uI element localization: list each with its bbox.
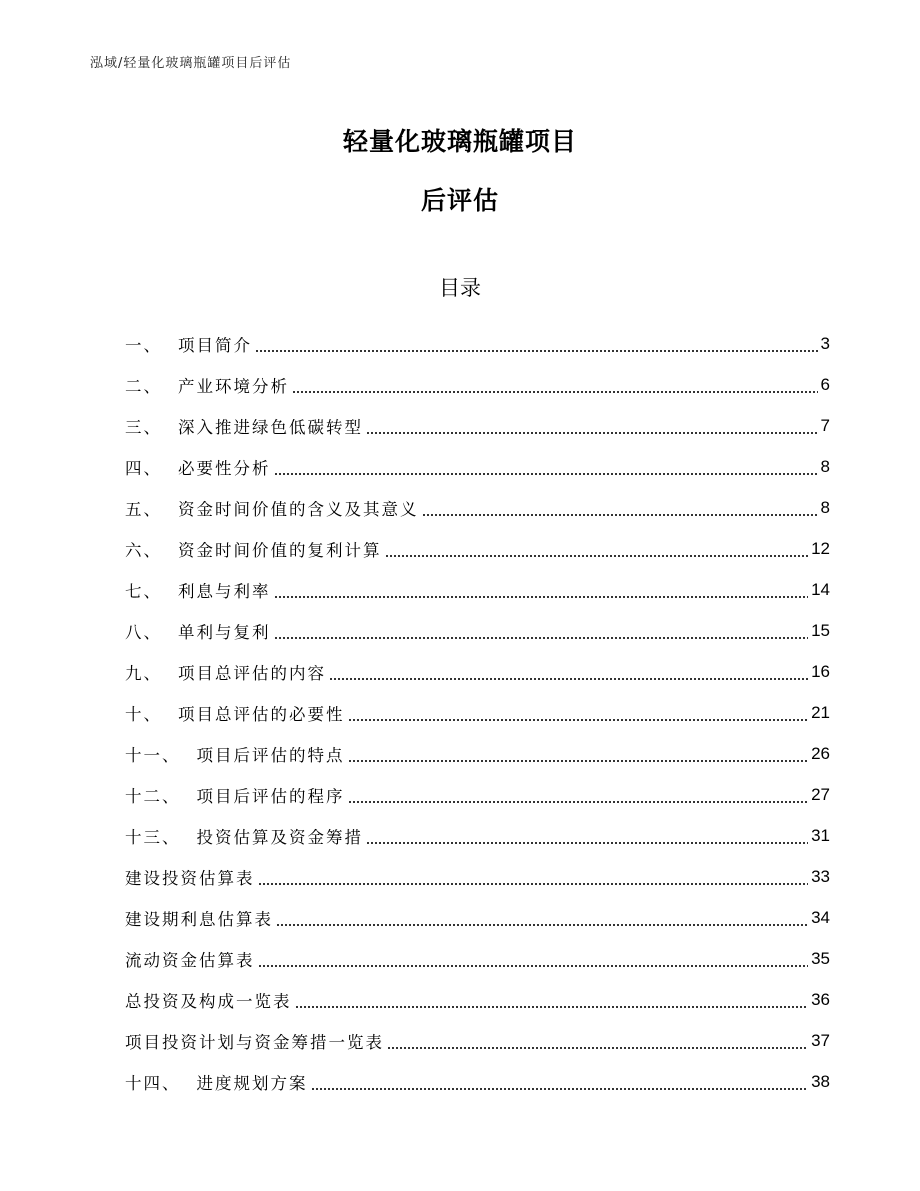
toc-entry-page-number: 21 <box>811 702 830 722</box>
toc-entry-number: 四、 <box>125 458 162 478</box>
toc-entry-label: 进度规划方案 <box>196 1073 308 1093</box>
toc-entry-page-number: 14 <box>811 579 830 599</box>
toc-entry-number: 三、 <box>125 417 162 437</box>
toc-entry-number: 二、 <box>125 376 162 396</box>
toc-entry-page-number: 31 <box>811 825 830 845</box>
toc-entry-label: 投资估算及资金筹措 <box>196 827 363 847</box>
toc-dot-leader <box>255 334 818 354</box>
toc-dot-leader <box>274 580 809 600</box>
toc-entry[interactable] <box>125 1061 830 1102</box>
toc-entry-page-number: 15 <box>811 620 830 640</box>
toc-entry-label: 产业环境分析 <box>178 376 289 396</box>
toc-entry[interactable] <box>125 692 830 733</box>
toc-entry-label: 资金时间价值的含义及其意义 <box>178 499 419 519</box>
toc-entry-label: 总投资及构成一览表 <box>125 991 292 1011</box>
toc-dot-leader <box>366 416 818 436</box>
toc-entry-page-number: 27 <box>811 784 830 804</box>
toc-entry[interactable] <box>125 1020 830 1061</box>
toc-entry-label: 单利与复利 <box>178 622 271 642</box>
toc-entry-number: 十、 <box>125 704 162 724</box>
toc-dot-leader <box>274 457 818 477</box>
toc-entry-label: 资金时间价值的复利计算 <box>178 540 382 560</box>
toc-entry-page-number: 3 <box>820 333 830 353</box>
toc-entry-page-number: 34 <box>811 907 830 927</box>
toc-dot-leader <box>348 744 809 764</box>
toc-entry-label: 建设期利息估算表 <box>125 909 273 929</box>
toc-dot-leader <box>366 826 808 846</box>
toc-entry-page-number: 16 <box>811 661 830 681</box>
toc-dot-leader <box>348 703 809 723</box>
toc-dot-leader <box>385 539 809 559</box>
toc-entry-label: 项目后评估的特点 <box>196 745 345 765</box>
toc-heading: 目录 <box>439 276 481 300</box>
toc-entry-page-number: 7 <box>820 415 830 435</box>
toc-entry-page-number: 8 <box>820 456 830 476</box>
toc-dot-leader <box>258 867 809 887</box>
toc-entry[interactable] <box>125 528 830 569</box>
toc-entry-label: 项目总评估的必要性 <box>178 704 345 724</box>
toc-entry[interactable] <box>125 323 830 364</box>
toc-dot-leader <box>292 375 818 395</box>
toc-entry-number: 十四、 <box>125 1073 181 1093</box>
toc-dot-leader <box>258 949 809 969</box>
toc-entry-number: 九、 <box>125 663 162 683</box>
toc-entry-page-number: 12 <box>811 538 830 558</box>
toc-entry-number: 十二、 <box>125 786 181 806</box>
toc-entry[interactable] <box>125 405 830 446</box>
toc-entry[interactable] <box>125 979 830 1020</box>
toc-entry-page-number: 33 <box>811 866 830 886</box>
toc-dot-leader <box>276 908 808 928</box>
toc-entry-page-number: 35 <box>811 948 830 968</box>
toc-dot-leader <box>329 662 808 682</box>
toc-entry[interactable] <box>125 446 830 487</box>
toc-entry-number: 十一、 <box>125 745 181 765</box>
toc-dot-leader <box>387 1031 808 1051</box>
toc-entry-page-number: 26 <box>811 743 830 763</box>
toc-entry-page-number: 8 <box>820 497 830 517</box>
toc-entry-label: 必要性分析 <box>178 458 271 478</box>
document-title: 轻量化玻璃瓶罐项目 <box>342 127 577 156</box>
toc-entry-label: 项目后评估的程序 <box>196 786 345 806</box>
toc-entry[interactable] <box>125 856 830 897</box>
toc-dot-leader <box>295 990 809 1010</box>
toc-dot-leader <box>348 785 809 805</box>
toc-dot-leader <box>422 498 818 518</box>
toc-entry-label: 项目简介 <box>178 335 252 355</box>
table-of-contents <box>125 323 830 1102</box>
toc-entry-label: 深入推进绿色低碳转型 <box>178 417 363 437</box>
toc-entry[interactable] <box>125 569 830 610</box>
toc-entry-number: 五、 <box>125 499 162 519</box>
toc-entry[interactable] <box>125 610 830 651</box>
toc-entry[interactable] <box>125 938 830 979</box>
toc-entry-number: 七、 <box>125 581 162 601</box>
toc-entry[interactable] <box>125 897 830 938</box>
toc-entry[interactable] <box>125 774 830 815</box>
toc-entry-label: 项目总评估的内容 <box>178 663 326 683</box>
toc-entry-label: 项目投资计划与资金筹措一览表 <box>125 1032 384 1052</box>
toc-entry[interactable] <box>125 733 830 774</box>
toc-entry-label: 利息与利率 <box>178 581 271 601</box>
toc-entry[interactable] <box>125 487 830 528</box>
toc-entry-number: 八、 <box>125 622 162 642</box>
document-subtitle: 后评估 <box>420 186 499 215</box>
toc-entry-number: 一、 <box>125 335 162 355</box>
toc-entry-label: 流动资金估算表 <box>125 950 255 970</box>
toc-entry-page-number: 6 <box>820 374 830 394</box>
toc-entry-label: 建设投资估算表 <box>125 868 255 888</box>
toc-dot-leader <box>311 1072 809 1092</box>
toc-entry-number: 十三、 <box>125 827 181 847</box>
toc-entry[interactable] <box>125 815 830 856</box>
toc-dot-leader <box>274 621 809 641</box>
toc-entry-page-number: 38 <box>811 1071 830 1091</box>
toc-entry-page-number: 37 <box>811 1030 830 1050</box>
toc-entry[interactable] <box>125 364 830 405</box>
toc-entry-number: 六、 <box>125 540 162 560</box>
toc-entry-page-number: 36 <box>811 989 830 1009</box>
toc-entry[interactable] <box>125 651 830 692</box>
running-header: 泓域/轻量化玻璃瓶罐项目后评估 <box>90 56 292 71</box>
